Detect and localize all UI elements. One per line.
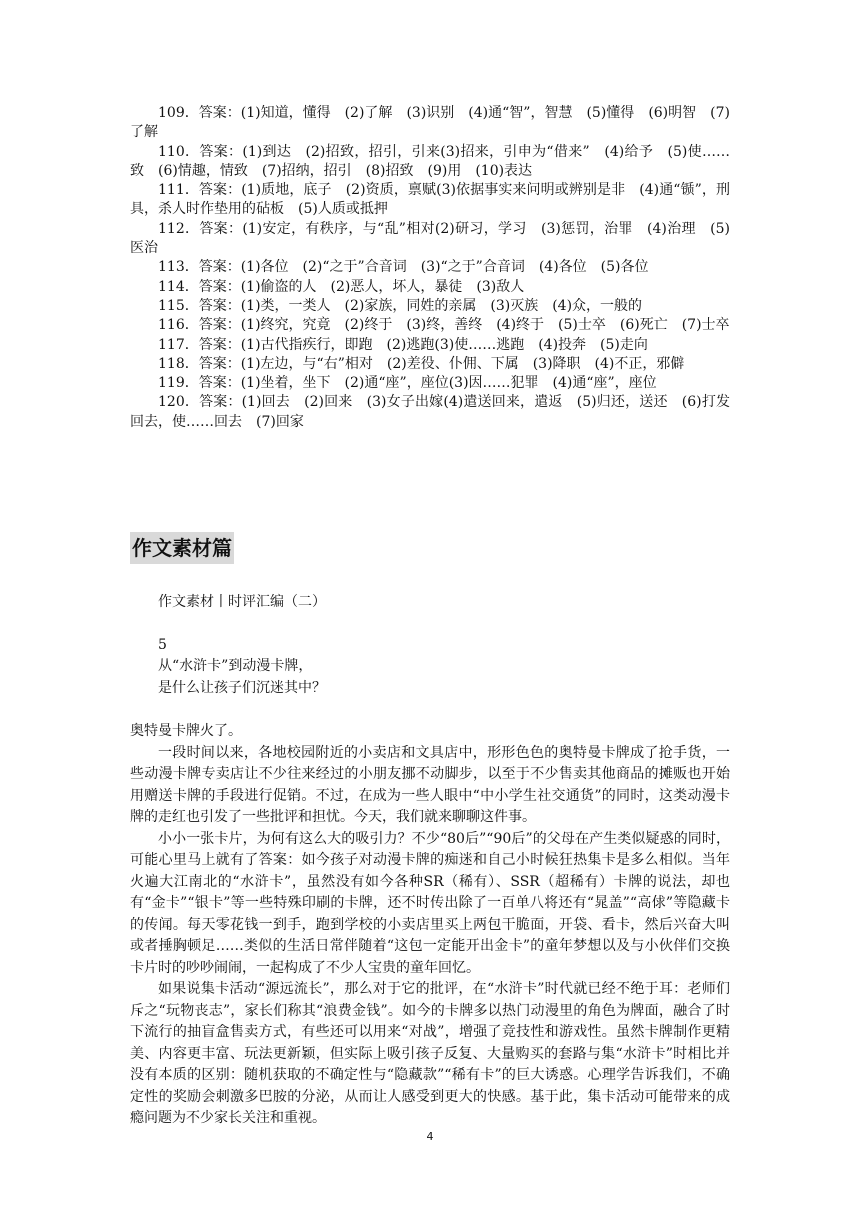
article-paragraph: 小小一张卡片，为何有这么大的吸引力？不少“80后”“90后”的父母在产生类似疑惑的同时，可能心里马上就有了答案：如今孩子对动漫卡牌的痴迷和自己小时候狂热集卡是多么相似。当年火遍大江南北的“水浒卡”，虽然没有如今各种SR（稀有）、SSR（超稀有）卡牌的说法，却也有“金卡”“银卡”等一些特殊印刷的卡牌，还不时传出除了一百单八将还有“晁盖”“高俅”等隐藏卡的传闻。每天零花钱一到手，跑到学校的小卖店里买上两包干脆面，开袋、看卡，然后兴奋大叫或者捶胸顿足……类似的生活日常伴随着“这包一定能开出金卡”的童年梦想以及与小伙伴们交换卡片时的吵吵闹闹，一起构成了不少人宝贵的童年回忆。	[130, 830, 730, 976]
answer-item: 120．答案：(1)回去 (2)回来 (3)女子出嫁(4)遣送回来，遣返 (5)归还，送还 (6)打发回去，使……回去 (7)回家	[130, 394, 730, 430]
answer-item: 117．答案：(1)古代指疾行，即跑 (2)逃跑(3)使……逃跑 (4)投奔 (5)走向	[158, 336, 648, 353]
answer-item: 114．答案：(1)偷盗的人 (2)恶人，坏人，暴徒 (3)敌人	[158, 278, 525, 295]
article-headline-line-1: 从“水浒卡”到动漫卡牌，	[158, 658, 313, 674]
article	[130, 592, 730, 1130]
answer-item: 113．答案：(1)各位 (2)“之于”合音词 (3)“之于”合音词 (4)各位 (5)各位	[158, 259, 649, 276]
article-headline-line-2: 是什么让孩子们沉迷其中？	[158, 679, 326, 696]
article-paragraph: 如果说集卡活动“源远流长”，那么对于它的批评，在“水浒卡”时代就已经不绝于耳：老师们斥之“玩物丧志”，家长们称其“浪费金钱”。如今的卡牌多以热门动漫里的角色为牌面，融合了时下流行的抽盲盒售卖方式，有些还可以用来“对战”，增强了竞技性和游戏性。虽然卡牌制作更精美、内容更丰富、玩法更新颖，但实际上吸引孩子反复、大量购买的套路与集“水浒卡”时相比并没有本质的区别：随机获取的不确定性与“隐藏款”“稀有卡”的巨大诱惑。心理学告诉我们，不确定性的奖励会刺激多巴胺的分泌，从而让人感受到更大的快感。基于此，集卡活动可能带来的成瘾问题为不少家长关注和重视。	[130, 981, 730, 1126]
section-title: 作文素材篇	[130, 532, 234, 564]
answer-item: 116．答案：(1)终究，究竟 (2)终于 (3)终，善终 (4)终于 (5)士卒 (6)死亡 (7)士卒	[158, 317, 730, 334]
answer-list	[130, 104, 730, 432]
answer-item: 111．答案：(1)质地，底子 (2)资质，禀赋(3)依据事实来问明或辨别是非 (4)通“锧”，刑具，杀人时作垫用的砧板 (5)人质或抵押	[130, 182, 730, 218]
spacer	[130, 699, 730, 721]
article-subtitle: 作文素材丨时评汇编（二）	[158, 594, 326, 610]
answer-item: 109．答案：(1)知道，懂得 (2)了解 (3)识别 (4)通“智”，智慧 (5)懂得 (6)明智 (7)了解	[130, 105, 730, 141]
answer-item: 118．答案：(1)左边，与“右”相对 (2)差役、仆佣、下属 (3)降职 (4)不正，邪僻	[158, 355, 685, 372]
answer-item: 119．答案：(1)坐着，坐下 (2)通“座”，座位(3)因……犯罪 (4)通“座”，座位	[158, 375, 657, 392]
article-number: 5	[158, 636, 167, 653]
page-number: 4	[426, 1130, 434, 1143]
answer-item: 115．答案：(1)类，一类人 (2)家族，同姓的亲属 (3)灭族 (4)众，一般的	[158, 297, 643, 314]
article-lead: 奥特曼卡牌火了。	[130, 723, 242, 739]
article-paragraph: 一段时间以来，各地校园附近的小卖店和文具店中，形形色色的奥特曼卡牌成了抢手货，一些动漫卡牌专卖店让不少往来经过的小朋友挪不动脚步，以至于不少售卖其他商品的摊贩也开始用赠送卡牌的手段进行促销。不过，在成为一些人眼中“中小学生社交通货”的同时，这类动漫卡牌的走红也引发了一些批评和担忧。今天，我们就来聊聊这件事。	[130, 744, 730, 825]
answer-item: 112．答案：(1)安定，有秩序，与“乱”相对(2)研习，学习 (3)惩罚，治罪 (4)治理 (5)医治	[130, 220, 730, 257]
answer-item: 110．答案：(1)到达 (2)招致，招引，引来(3)招来，引申为“借来” (4)给予 (5)使……致 (6)情趣，情致 (7)招纳，招引 (8)招致 (9)用 (10)表达	[130, 143, 730, 179]
